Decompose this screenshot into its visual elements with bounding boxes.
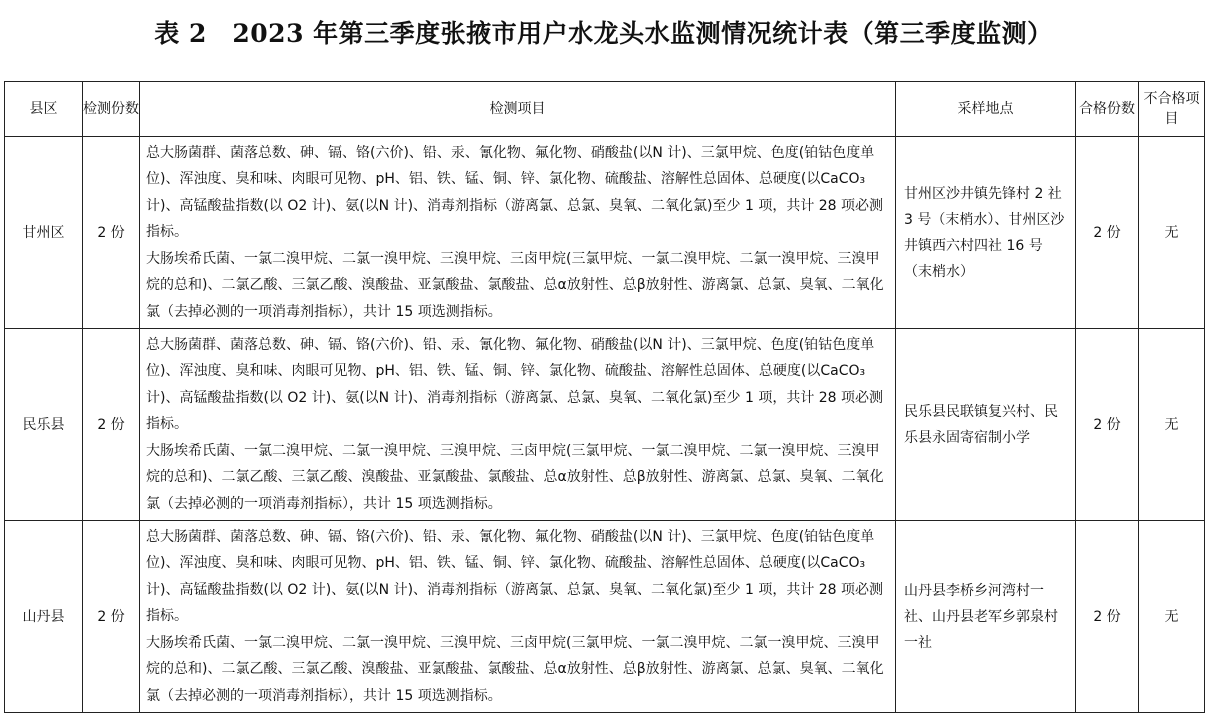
- optional-items-text: 大肠埃希氏菌、一氯二溴甲烷、二氯一溴甲烷、三溴甲烷、三卤甲烷(三氯甲烷、一氯二溴甲烷、二氯一溴甲烷、三溴甲烷的总和)、二氯乙酸、三氯乙酸、溴酸盐、亚氯酸盐、氯酸盐、总α放射性、总β放射性、游离氯、总氯、臭氧、二氧化氯（去掉必测的一项消毒剂指标），共计 15 项选测指标。: [146, 442, 884, 512]
- county-cell: 甘州区: [5, 137, 83, 329]
- items-cell: [140, 329, 896, 521]
- required-items-text: 总大肠菌群、菌落总数、砷、镉、铬(六价)、铅、汞、氰化物、氟化物、硝酸盐(以N 计)、三氯甲烷、色度(铂钴色度单位)、浑浊度、臭和味、肉眼可见物、pH、铝、铁、锰、铜、锌、氯化物、硫酸盐、溶解性总固体、总硬度(以CaCO₃ 计)、高锰酸盐指数(以 O2 计)、氨(以N 计)、消毒剂指标（游离氯、总氯、臭氧、二氧化氯)至少 1 项，共计 28 项必测指标。: [146, 336, 884, 433]
- required-items-text: 总大肠菌群、菌落总数、砷、镉、铬(六价)、铅、汞、氰化物、氟化物、硝酸盐(以N 计)、三氯甲烷、色度(铂钴色度单位)、浑浊度、臭和味、肉眼可见物、pH、铝、铁、锰、铜、锌、氯化物、硫酸盐、溶解性总固体、总硬度(以CaCO₃ 计)、高锰酸盐指数(以 O2 计)、氨(以N 计)、消毒剂指标（游离氯、总氯、臭氧、二氧化氯)至少 1 项，共计 28 项必测指标。: [146, 528, 884, 625]
- header-count: 检测份数: [83, 82, 140, 137]
- qualified-cell: 2 份: [1076, 137, 1139, 329]
- header-site: 采样地点: [896, 82, 1076, 137]
- monitoring-table: [4, 81, 1205, 713]
- count-cell: 2 份: [83, 329, 140, 521]
- required-items-text: 总大肠菌群、菌落总数、砷、镉、铬(六价)、铅、汞、氰化物、氟化物、硝酸盐(以N 计)、三氯甲烷、色度(铂钴色度单位)、浑浊度、臭和味、肉眼可见物、pH、铝、铁、锰、铜、锌、氯化物、硫酸盐、溶解性总固体、总硬度(以CaCO₃ 计)、高锰酸盐指数(以 O2 计)、氨(以N 计)、消毒剂指标（游离氯、总氯、臭氧、二氧化氯)至少 1 项，共计 28 项必测指标。: [146, 144, 884, 241]
- site-cell: 甘州区沙井镇先锋村 2 社 3 号（末梢水）、甘州区沙井镇西六村四社 16 号（末梢水）: [896, 137, 1076, 329]
- optional-items-text: 大肠埃希氏菌、一氯二溴甲烷、二氯一溴甲烷、三溴甲烷、三卤甲烷(三氯甲烷、一氯二溴甲烷、二氯一溴甲烷、三溴甲烷的总和)、二氯乙酸、三氯乙酸、溴酸盐、亚氯酸盐、氯酸盐、总α放射性、总β放射性、游离氯、总氯、臭氧、二氧化氯（去掉必测的一项消毒剂指标），共计 15 项选测指标。: [146, 634, 884, 704]
- header-county: 县区: [5, 82, 83, 137]
- count-cell: 2 份: [83, 137, 140, 329]
- header-unqualified: 不合格项目: [1139, 82, 1205, 137]
- qualified-cell: 2 份: [1076, 329, 1139, 521]
- header-qualified: 合格份数: [1076, 82, 1139, 137]
- unqualified-cell: 无: [1139, 329, 1205, 521]
- county-cell: 民乐县: [5, 329, 83, 521]
- site-cell: 民乐县民联镇复兴村、民乐县永固寄宿制小学: [896, 329, 1076, 521]
- table-header-row: [5, 82, 1205, 137]
- items-cell: [140, 521, 896, 713]
- table-row: [5, 329, 1205, 521]
- optional-items-text: 大肠埃希氏菌、一氯二溴甲烷、二氯一溴甲烷、三溴甲烷、三卤甲烷(三氯甲烷、一氯二溴甲烷、二氯一溴甲烷、三溴甲烷的总和)、二氯乙酸、三氯乙酸、溴酸盐、亚氯酸盐、氯酸盐、总α放射性、总β放射性、游离氯、总氯、臭氧、二氧化氯（去掉必测的一项消毒剂指标），共计 15 项选测指标。: [146, 250, 884, 320]
- table-row: [5, 521, 1205, 713]
- header-items: 检测项目: [140, 82, 896, 137]
- unqualified-cell: 无: [1139, 521, 1205, 713]
- unqualified-cell: 无: [1139, 137, 1205, 329]
- table-row: [5, 137, 1205, 329]
- county-cell: 山丹县: [5, 521, 83, 713]
- items-cell: [140, 137, 896, 329]
- site-cell: 山丹县李桥乡河湾村一社、山丹县老军乡郭泉村一社: [896, 521, 1076, 713]
- count-cell: 2 份: [83, 521, 140, 713]
- page-title: 表 2 2023 年第三季度张掖市用户水龙头水监测情况统计表（第三季度监测）: [154, 19, 1053, 48]
- qualified-cell: 2 份: [1076, 521, 1139, 713]
